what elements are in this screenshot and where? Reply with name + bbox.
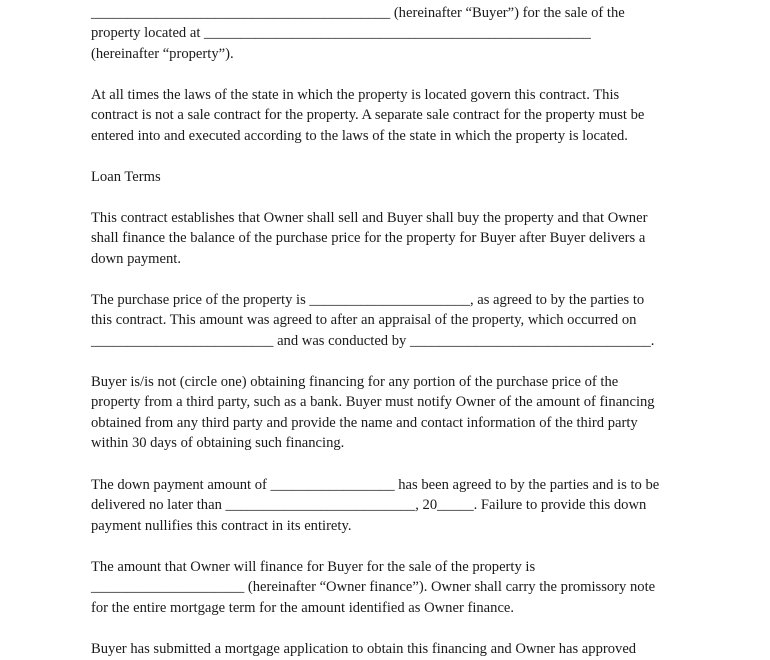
financing-line-2: shall finance the balance of the purchase price for the property for Buyer after Buyer delivers a [91,230,646,246]
mortgage-application-line-1: Buyer has submitted a mortgage application to obtain this financing and Owner has approved [91,641,637,657]
governing-law-line-2: contract is not a sale contract for the property. A separate sale contract for the property must be [91,107,645,123]
loan-terms-heading: Loan Terms [91,169,161,185]
third-party-line-2: property from a third party, such as a bank. Buyer must notify Owner of the amount of financing [91,394,655,410]
third-party-line-1: Buyer is/is not (circle one) obtaining financing for any portion of the purchase price of the [91,374,619,390]
governing-law-line-3: entered into and executed according to the laws of the state in which the property is located. [91,128,628,144]
third-party-line-4: within 30 days of obtaining such financing. [91,435,345,451]
intro-line-1: _________________________________________ (hereinafter “Buyer”) for the sale of the [91,5,625,21]
intro-line-3: (hereinafter “property”). [91,46,234,62]
purchase-price-line-2: this contract. This amount was agreed to after an appraisal of the property, which occurred on [91,312,637,328]
financing-line-3: down payment. [91,251,181,267]
governing-law-line-1: At all times the laws of the state in which the property is located govern this contract. This [91,87,620,103]
owner-finance-line-2: _____________________ (hereinafter “Owner finance”). Owner shall carry the promissory note [91,579,656,595]
financing-line-1: This contract establishes that Owner shall sell and Buyer shall buy the property and that Owner [91,210,648,226]
owner-finance-line-3: for the entire mortgage term for the amount identified as Owner finance. [91,600,515,616]
purchase-price-line-3: _________________________ and was conducted by _________________________________. [91,333,655,349]
down-payment-line-3: payment nullifies this contract in its entirety. [91,518,352,534]
intro-line-2: property located at _____________________________________________________ [91,25,591,41]
purchase-price-line-1: The purchase price of the property is ______________________, as agreed to by the parties to [91,292,645,308]
down-payment-line-2: delivered no later than __________________________, 20_____. Failure to provide this down [91,497,647,513]
owner-finance-line-1: The amount that Owner will finance for Buyer for the sale of the property is [91,559,536,575]
third-party-line-3: obtained from any third party and provide the name and contact information of the third party [91,415,638,431]
down-payment-line-1: The down payment amount of _________________ has been agreed to by the parties and is to be [91,477,660,493]
